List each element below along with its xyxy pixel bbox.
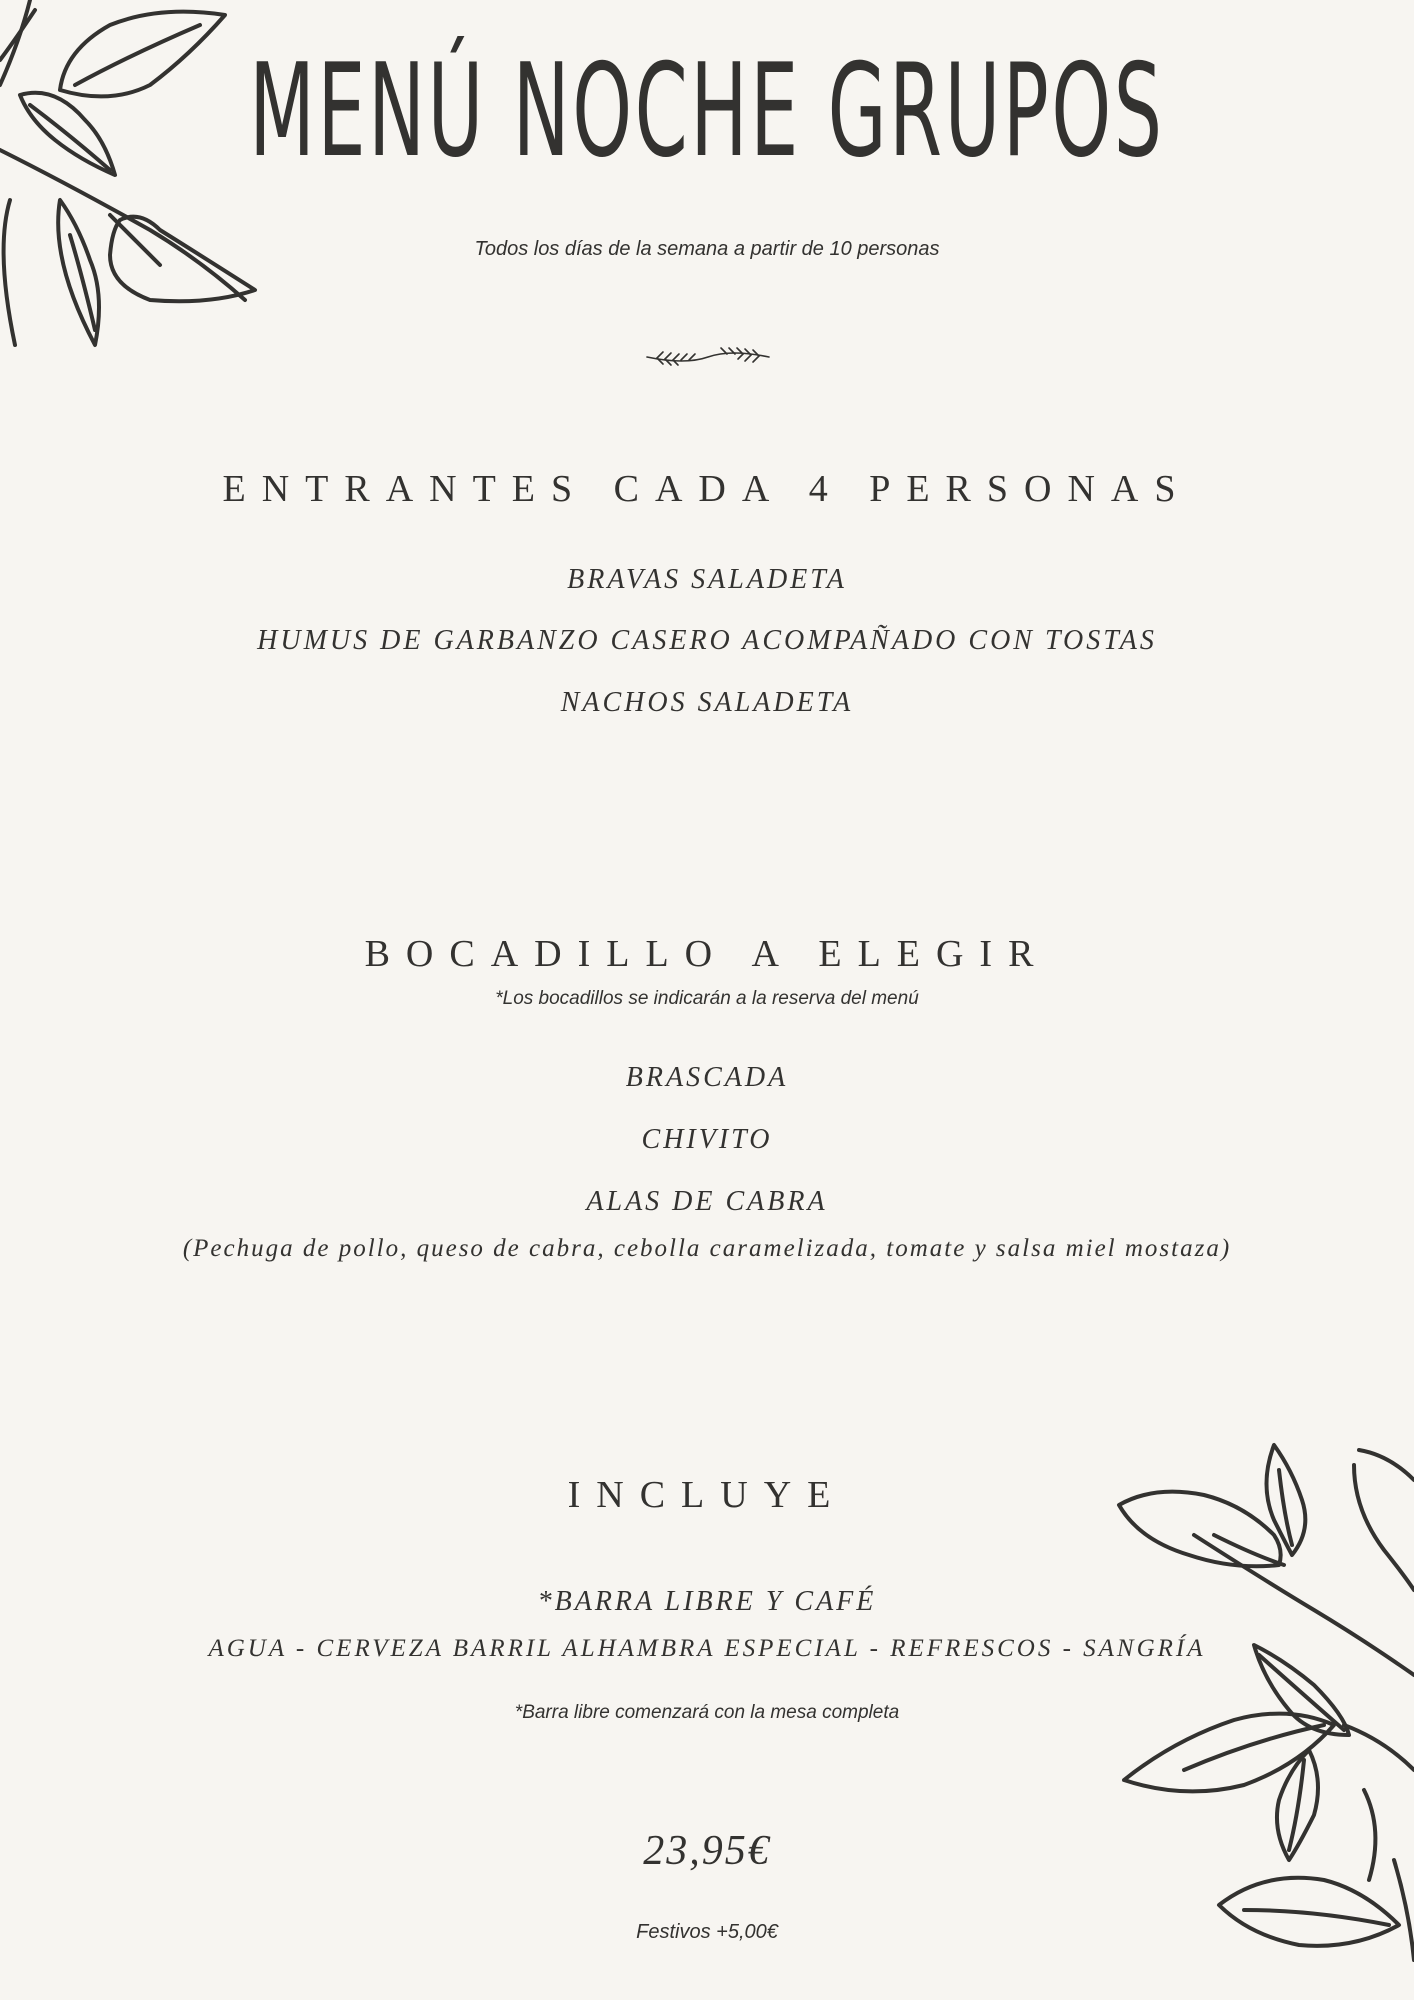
bocadillo-note: *Los bocadillos se indicarán a la reserva del menú (495, 988, 919, 1009)
bocadillo-item: BRASCADA (625, 1062, 789, 1093)
laurel-divider-icon (645, 345, 771, 369)
entrantes-item: BRAVAS SALADETA (567, 564, 847, 595)
entrantes-item: HUMUS DE GARBANZO CASERO ACOMPAÑADO CON TOSTAS (257, 625, 1157, 656)
barra-note: *Barra libre comenzará con la mesa completa (514, 1702, 900, 1723)
menu-price: 23,95€ (643, 1828, 771, 1874)
leaf-branch-icon (0, 0, 270, 360)
page-title: MENÚ NOCHE GRUPOS (249, 37, 1165, 186)
entrantes-item: NACHOS SALADETA (560, 687, 854, 718)
festivos-surcharge: Festivos +5,00€ (636, 1921, 778, 1943)
bocadillo-description: (Pechuga de pollo, queso de cabra, cebolla caramelizada, tomate y salsa miel mostaza) (182, 1235, 1232, 1262)
drinks-list: AGUA - CERVEZA BARRIL ALHAMBRA ESPECIAL - REFRESCOS - SANGRÍA (208, 1635, 1206, 1662)
incluye-heading: INCLUYE (567, 1474, 847, 1516)
page-subtitle: Todos los días de la semana a partir de 10 personas (474, 238, 940, 260)
barra-libre: *BARRA LIBRE Y CAFÉ (537, 1586, 877, 1617)
bocadillo-item: ALAS DE CABRA (586, 1186, 828, 1217)
bocadillo-heading: BOCADILLO A ELEGIR (364, 933, 1050, 975)
entrantes-heading: ENTRANTES CADA 4 PERSONAS (222, 468, 1192, 510)
bocadillo-item: CHIVITO (641, 1124, 773, 1155)
